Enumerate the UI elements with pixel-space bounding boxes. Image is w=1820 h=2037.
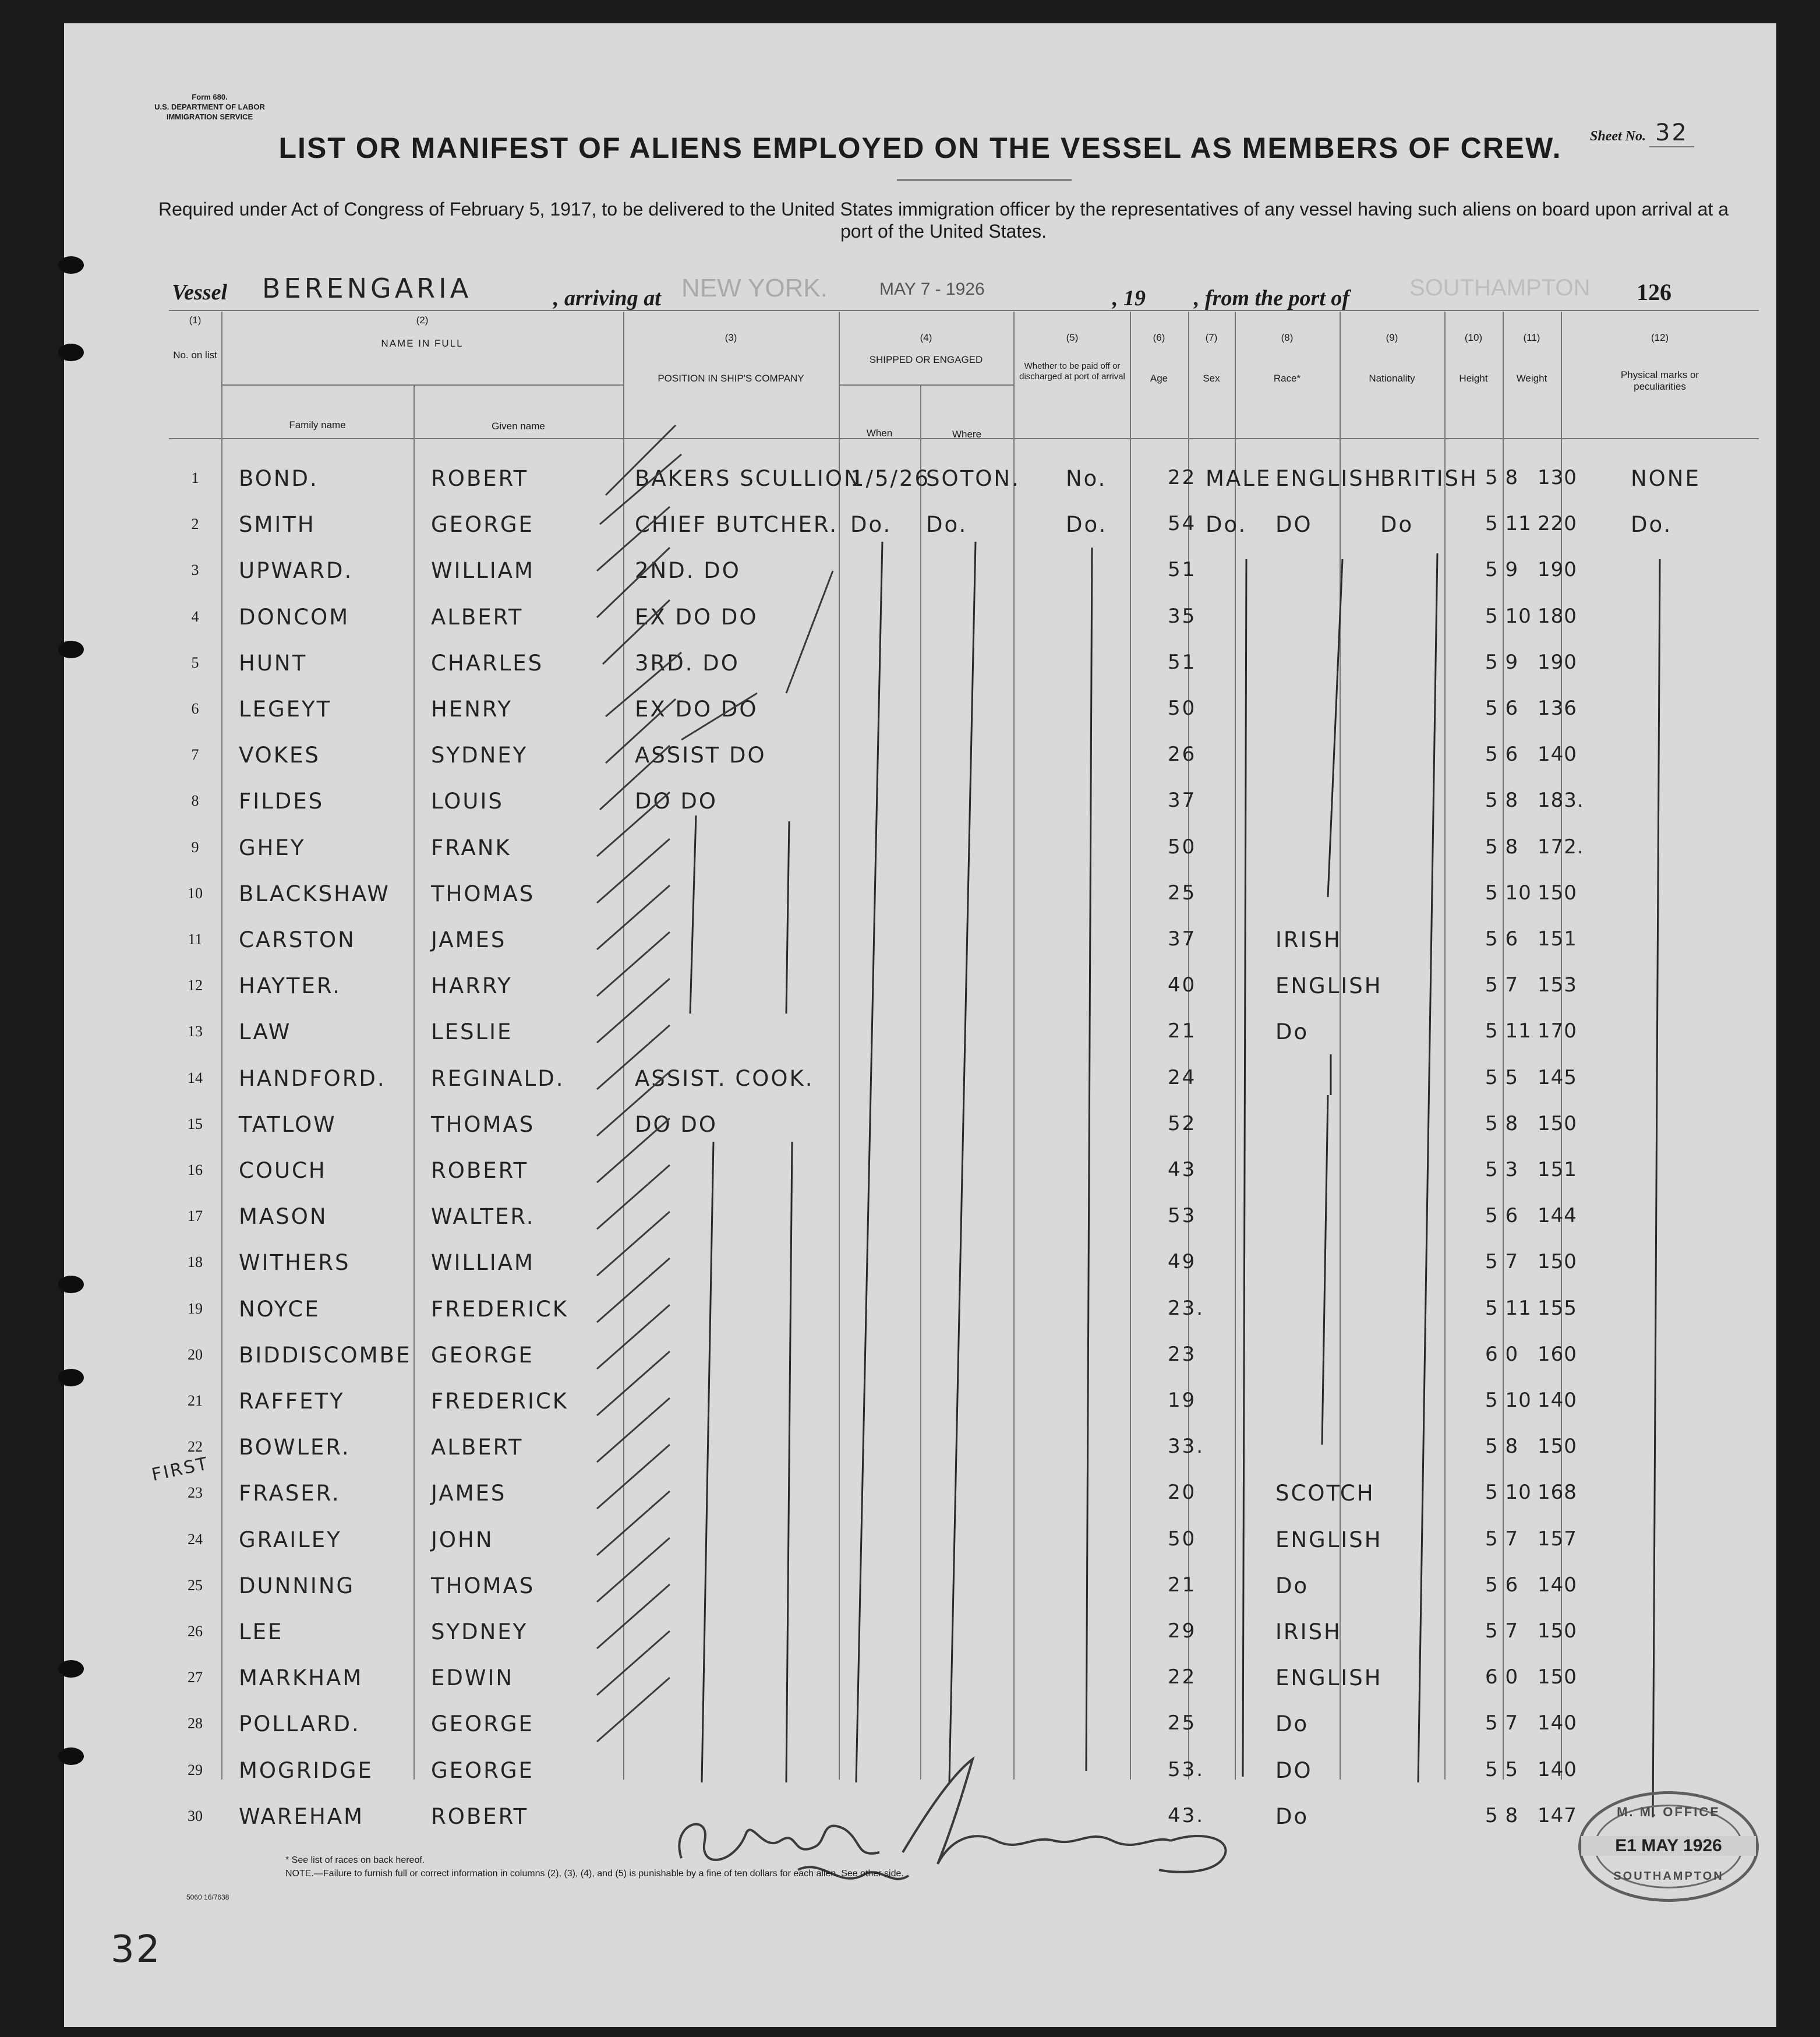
cell-height: 5 6 <box>1485 927 1519 951</box>
stamp-bottom-text: SOUTHAMPTON <box>1613 1870 1724 1883</box>
col10-label: Height <box>1459 373 1488 384</box>
col5-number: (5) <box>1066 332 1079 343</box>
col11-label: Weight <box>1516 373 1547 384</box>
cell-family: MOGRIDGE <box>239 1758 373 1783</box>
cell-family: LAW <box>239 1019 292 1044</box>
cell-height: 5 10 <box>1485 1389 1532 1412</box>
cell-no: 11 <box>188 931 203 948</box>
cell-weight: 150 <box>1538 881 1577 905</box>
cell-weight: 150 <box>1538 1112 1577 1135</box>
sheet-number-value: 32 <box>1649 119 1694 147</box>
cell-position: EX DO DO <box>635 697 758 722</box>
cell-given: WILLIAM <box>431 558 535 583</box>
cell-position: 3RD. DO <box>635 651 740 676</box>
cell-where: Do. <box>926 512 968 537</box>
cell-given: THOMAS <box>431 1573 535 1598</box>
cell-marks: NONE <box>1631 466 1701 491</box>
col8-label: Race* <box>1273 373 1301 384</box>
cell-age: 51 <box>1168 558 1197 581</box>
cell-weight: 151 <box>1538 927 1577 951</box>
cell-no: 4 <box>191 608 199 625</box>
cell-no: 18 <box>188 1254 203 1270</box>
cell-family: FILDES <box>239 789 324 814</box>
cell-height: 5 8 <box>1485 789 1519 812</box>
cell-age: 21 <box>1168 1019 1197 1043</box>
cell-height: 5 7 <box>1485 973 1519 997</box>
cell-no: 16 <box>188 1162 203 1178</box>
cell-height: 5 11 <box>1485 1297 1532 1320</box>
cell-family: MARKHAM <box>239 1665 363 1690</box>
cell-family: DONCOM <box>239 605 350 630</box>
cell-weight: 140 <box>1538 1573 1577 1597</box>
cell-position: DO DO <box>635 1112 718 1137</box>
cell-given: JAMES <box>431 1481 507 1506</box>
cell-height: 5 7 <box>1485 1250 1519 1273</box>
vessel-label: Vessel <box>172 280 227 305</box>
cell-family: CARSTON <box>239 927 356 952</box>
cell-family: TATLOW <box>239 1112 337 1137</box>
cell-weight: 140 <box>1538 743 1577 766</box>
cell-height: 5 6 <box>1485 1204 1519 1227</box>
cell-age: 54 <box>1168 512 1197 535</box>
cell-weight: 151 <box>1538 1158 1577 1181</box>
cell-age: 43. <box>1168 1804 1205 1827</box>
cell-weight: 220 <box>1538 512 1577 535</box>
cell-no: 2 <box>191 516 199 532</box>
col6-number: (6) <box>1153 332 1165 343</box>
cell-weight: 150 <box>1538 1665 1577 1689</box>
col10-number: (10) <box>1464 332 1483 343</box>
cell-race: ENGLISH <box>1275 973 1383 998</box>
cell-no: 26 <box>188 1623 203 1640</box>
cell-age: 22 <box>1168 1665 1197 1689</box>
cell-age: 25 <box>1168 1711 1197 1735</box>
cell-position: BAKERS SCULLION <box>635 466 862 491</box>
margin-number: 32 <box>111 1928 162 1971</box>
arriving-label: , arriving at <box>553 286 661 310</box>
col4-number: (4) <box>920 332 932 343</box>
cell-weight: 150 <box>1538 1619 1577 1643</box>
manifest-page <box>64 23 1776 2027</box>
cell-height: 5 11 <box>1485 512 1532 535</box>
sheet-label: Sheet No. <box>1590 129 1646 144</box>
cell-given: WILLIAM <box>431 1250 535 1275</box>
cell-age: 35 <box>1168 605 1197 628</box>
cell-weight: 140 <box>1538 1389 1577 1412</box>
cell-age: 51 <box>1168 651 1197 674</box>
cell-age: 23. <box>1168 1297 1205 1320</box>
cell-height: 5 7 <box>1485 1619 1519 1643</box>
cell-height: 5 11 <box>1485 1019 1532 1043</box>
cell-weight: 144 <box>1538 1204 1577 1227</box>
col7-label: Sex <box>1203 373 1220 384</box>
cell-no: 10 <box>188 885 203 902</box>
race-footnote: * See list of races on back hereof. <box>285 1855 425 1865</box>
from-port-label: , from the port of <box>1194 286 1350 310</box>
cell-height: 5 9 <box>1485 558 1519 581</box>
form-department: U.S. DEPARTMENT OF LABOR <box>154 103 265 111</box>
cell-age: 21 <box>1168 1573 1197 1597</box>
col3-number: (3) <box>725 332 737 343</box>
cell-height: 5 7 <box>1485 1527 1519 1551</box>
cell-given: REGINALD. <box>431 1066 565 1091</box>
page-title: LIST OR MANIFEST OF ALIENS EMPLOYED ON THE VESSEL AS MEMBERS OF CREW. <box>278 132 1562 164</box>
col9-number: (9) <box>1386 332 1398 343</box>
cell-height: 5 8 <box>1485 1804 1519 1827</box>
cell-race: DO <box>1275 512 1313 537</box>
cell-weight: 150 <box>1538 1435 1577 1458</box>
where-header: Where <box>952 429 982 440</box>
cell-given: HENRY <box>431 697 513 722</box>
col9-label: Nationality <box>1369 373 1415 384</box>
cell-given: EDWIN <box>431 1665 514 1690</box>
cell-height: 5 8 <box>1485 835 1519 859</box>
cell-weight: 160 <box>1538 1343 1577 1366</box>
cell-weight: 168 <box>1538 1481 1577 1504</box>
signature-strokes <box>679 1759 1225 1879</box>
cell-age: 53 <box>1168 1204 1197 1227</box>
cell-weight: 130 <box>1538 466 1577 489</box>
cell-no: 27 <box>188 1669 203 1686</box>
cell-height: 5 6 <box>1485 743 1519 766</box>
cell-no: 6 <box>191 700 199 717</box>
cell-position: ASSIST. COOK. <box>635 1066 814 1091</box>
col6-label: Age <box>1150 373 1168 384</box>
cell-family: MASON <box>239 1204 328 1229</box>
cell-given: CHARLES <box>431 651 544 676</box>
cell-age: 23 <box>1168 1343 1197 1366</box>
cell-given: GEORGE <box>431 512 534 537</box>
cell-height: 5 10 <box>1485 881 1532 905</box>
cell-given: ALBERT <box>431 1435 524 1460</box>
cell-race: ENGLISH <box>1275 466 1383 491</box>
year-label: , 19 <box>1112 286 1146 310</box>
cell-no: 7 <box>191 746 199 763</box>
cell-family: GHEY <box>239 835 306 860</box>
cell-weight: 145 <box>1538 1066 1577 1089</box>
cell-family: SMITH <box>239 512 316 537</box>
col1-label: No. on list <box>173 349 217 361</box>
cell-given: FREDERICK <box>431 1389 568 1414</box>
cell-height: 5 10 <box>1485 605 1532 628</box>
list-code: 126 <box>1637 279 1671 305</box>
cell-height: 5 7 <box>1485 1711 1519 1735</box>
form-number: Form 680. <box>192 93 228 101</box>
cell-age: 43 <box>1168 1158 1197 1181</box>
cell-given: ROBERT <box>431 1804 529 1829</box>
cell-weight: 155 <box>1538 1297 1577 1320</box>
cell-paid: Do. <box>1066 512 1108 537</box>
cell-family: WAREHAM <box>239 1804 365 1829</box>
cell-no: 29 <box>188 1761 203 1778</box>
cell-no: 14 <box>188 1069 203 1086</box>
cell-nationality: BRITISH <box>1380 466 1478 491</box>
cell-no: 3 <box>191 562 199 578</box>
cell-weight: 180 <box>1538 605 1577 628</box>
vessel-name: BERENGARIA <box>262 273 472 304</box>
cell-family: BOND. <box>239 466 319 491</box>
cell-age: 40 <box>1168 973 1197 997</box>
cell-age: 50 <box>1168 1527 1197 1551</box>
cell-age: 22 <box>1168 466 1197 489</box>
cell-no: 23 <box>188 1484 203 1501</box>
cell-given: SYDNEY <box>431 743 528 768</box>
cell-given: ALBERT <box>431 605 524 630</box>
cell-weight: 157 <box>1538 1527 1577 1551</box>
cell-position: ASSIST DO <box>635 743 766 768</box>
cell-family: HUNT <box>239 651 308 676</box>
cell-given: SYDNEY <box>431 1619 528 1644</box>
cell-position: DO DO <box>635 789 718 814</box>
cell-given: THOMAS <box>431 881 535 906</box>
cell-family: COUCH <box>239 1158 327 1183</box>
penalty-note: NOTE.—Failure to furnish full or correct information in columns (2), (3), (4), and (5) is punishable by a fine of ten dollars for each alien. See other side. <box>285 1869 904 1879</box>
cell-age: 37 <box>1168 789 1197 812</box>
cell-age: 33. <box>1168 1435 1205 1458</box>
col12-number: (12) <box>1651 332 1669 343</box>
cell-nationality: Do <box>1380 512 1414 537</box>
col3-label: POSITION IN SHIP'S COMPANY <box>658 373 804 384</box>
cell-family: LEE <box>239 1619 284 1644</box>
cell-no: 21 <box>188 1392 203 1409</box>
when-header: When <box>866 428 893 439</box>
statute-notice: Required under Act of Congress of February 5, 1917, to be delivered to the United States immigration officer by the representatives of any vessel having such aliens on board upon arrival at a port of the United States. <box>158 199 1729 242</box>
arrival-port: NEW YORK. <box>681 274 828 302</box>
col2-number: (2) <box>416 315 429 326</box>
cell-weight: 172. <box>1538 835 1584 859</box>
cell-family: WITHERS <box>239 1250 351 1275</box>
cell-given: FRANK <box>431 835 511 860</box>
cell-weight: 136 <box>1538 697 1577 720</box>
cell-weight: 150 <box>1538 1250 1577 1273</box>
cell-race: DO <box>1275 1758 1313 1783</box>
stamp-top-text: M. M. OFFICE <box>1617 1805 1720 1819</box>
cell-given: JOHN <box>431 1527 494 1552</box>
family-name-header: Family name <box>289 419 346 430</box>
cell-given: LOUIS <box>431 789 504 814</box>
cell-height: 5 6 <box>1485 1573 1519 1597</box>
col11-number: (11) <box>1523 332 1540 343</box>
cell-no: 30 <box>188 1807 203 1824</box>
cell-family: GRAILEY <box>239 1527 342 1552</box>
cell-race: IRISH <box>1275 1619 1342 1644</box>
cell-age: 29 <box>1168 1619 1197 1643</box>
cell-given: GEORGE <box>431 1758 534 1783</box>
cell-family: POLLARD. <box>239 1711 361 1736</box>
cell-family: FRASER. <box>239 1481 341 1506</box>
cell-no: 22 <box>188 1438 203 1455</box>
cell-sex: MALE <box>1206 466 1272 491</box>
cell-age: 50 <box>1168 835 1197 859</box>
cell-race: Do <box>1275 1711 1309 1736</box>
cell-given: WALTER. <box>431 1204 535 1229</box>
ditto-lines <box>690 542 1660 1817</box>
cell-no: 5 <box>191 654 199 671</box>
cell-family: UPWARD. <box>239 558 354 583</box>
cell-when: Do. <box>850 512 892 537</box>
cell-no: 20 <box>188 1346 203 1363</box>
first-annotation: FIRST <box>150 1453 211 1485</box>
col2-label: NAME IN FULL <box>381 338 464 349</box>
form-service: IMMIGRATION SERVICE <box>166 112 253 121</box>
col1-number: (1) <box>189 315 202 326</box>
cell-age: 52 <box>1168 1112 1197 1135</box>
cell-given: THOMAS <box>431 1112 535 1137</box>
cell-given: LESLIE <box>431 1019 513 1044</box>
cell-where: SOTON. <box>926 466 1020 491</box>
col5-label: Whether to be paid off or discharged at port of arrival <box>1019 361 1125 382</box>
cell-position: CHIEF BUTCHER. <box>635 512 839 537</box>
cell-given: GEORGE <box>431 1343 534 1368</box>
cell-paid: No. <box>1066 466 1107 491</box>
cell-no: 8 <box>191 792 199 809</box>
cell-weight: 190 <box>1538 651 1577 674</box>
cell-weight: 140 <box>1538 1758 1577 1781</box>
cell-height: 5 8 <box>1485 466 1519 489</box>
col4-label: SHIPPED OR ENGAGED <box>869 354 983 365</box>
cell-height: 5 5 <box>1485 1066 1519 1089</box>
cell-family: BOWLER. <box>239 1435 351 1460</box>
cell-race: ENGLISH <box>1275 1665 1383 1690</box>
stamp-date: E1 MAY 1926 <box>1581 1836 1756 1856</box>
cell-given: ROBERT <box>431 466 529 491</box>
cell-family: HAYTER. <box>239 973 341 998</box>
cell-race: IRISH <box>1275 927 1342 952</box>
cell-age: 53. <box>1168 1758 1205 1781</box>
arrival-date: MAY 7 - 1926 <box>879 280 985 299</box>
cell-no: 25 <box>188 1577 203 1594</box>
given-name-header: Given name <box>492 421 545 432</box>
cell-family: HANDFORD. <box>239 1066 386 1091</box>
cell-no: 13 <box>188 1023 203 1040</box>
cell-position: 2ND. DO <box>635 558 741 583</box>
cell-family: DUNNING <box>239 1573 355 1598</box>
office-stamp <box>1578 1791 1759 1902</box>
cell-height: 6 0 <box>1485 1665 1519 1689</box>
cell-age: 26 <box>1168 743 1197 766</box>
cell-weight: 190 <box>1538 558 1577 581</box>
cell-age: 25 <box>1168 881 1197 905</box>
cell-age: 20 <box>1168 1481 1197 1504</box>
cell-no: 19 <box>188 1300 203 1317</box>
cell-height: 5 9 <box>1485 651 1519 674</box>
cell-weight: 183. <box>1538 789 1584 812</box>
cell-given: ROBERT <box>431 1158 529 1183</box>
cell-no: 15 <box>188 1115 203 1132</box>
cell-age: 19 <box>1168 1389 1197 1412</box>
cell-family: LEGEYT <box>239 697 332 722</box>
cell-when: 1/5/26 <box>850 466 931 491</box>
cell-race: Do <box>1275 1573 1309 1598</box>
cell-given: HARRY <box>431 973 513 998</box>
ditto-strokes <box>64 23 1776 1829</box>
cell-given: FREDERICK <box>431 1297 568 1322</box>
cell-age: 37 <box>1168 927 1197 951</box>
cell-no: 9 <box>191 839 199 856</box>
cell-position: EX DO DO <box>635 605 758 630</box>
cell-race: SCOTCH <box>1275 1481 1375 1506</box>
cell-height: 6 0 <box>1485 1343 1519 1366</box>
print-code: 5060 16/7638 <box>186 1893 229 1901</box>
cell-no: 12 <box>188 977 203 994</box>
cell-no: 24 <box>188 1531 203 1548</box>
cell-race: Do <box>1275 1804 1309 1829</box>
cell-weight: 140 <box>1538 1711 1577 1735</box>
check-marks <box>597 425 833 1742</box>
cell-given: GEORGE <box>431 1711 534 1736</box>
cell-age: 49 <box>1168 1250 1197 1273</box>
cell-race: Do <box>1275 1019 1309 1044</box>
cell-height: 5 8 <box>1485 1112 1519 1135</box>
cell-weight: 153 <box>1538 973 1577 997</box>
cell-age: 24 <box>1168 1066 1197 1089</box>
col7-number: (7) <box>1205 332 1218 343</box>
cell-family: VOKES <box>239 743 320 768</box>
cell-sex: Do. <box>1206 512 1248 537</box>
departure-port: SOUTHAMPTON <box>1409 275 1591 301</box>
cell-height: 5 8 <box>1485 1435 1519 1458</box>
cell-weight: 170 <box>1538 1019 1577 1043</box>
cell-no: 17 <box>188 1208 203 1224</box>
cell-age: 50 <box>1168 697 1197 720</box>
cell-no: 28 <box>188 1715 203 1732</box>
cell-family: BLACKSHAW <box>239 881 390 906</box>
cell-weight: 147 <box>1538 1804 1577 1827</box>
cell-height: 5 3 <box>1485 1158 1519 1181</box>
cell-no: 1 <box>191 469 199 486</box>
cell-marks: Do. <box>1631 512 1673 537</box>
cell-height: 5 5 <box>1485 1758 1519 1781</box>
cell-height: 5 6 <box>1485 697 1519 720</box>
cell-race: ENGLISH <box>1275 1527 1383 1552</box>
cell-family: BIDDISCOMBE <box>239 1343 412 1368</box>
cell-height: 5 10 <box>1485 1481 1532 1504</box>
cell-given: JAMES <box>431 927 507 952</box>
cell-family: RAFFETY <box>239 1389 345 1414</box>
col8-number: (8) <box>1281 332 1294 343</box>
col12-label: Physical marks or peculiarities <box>1620 369 1699 392</box>
cell-family: NOYCE <box>239 1297 320 1322</box>
